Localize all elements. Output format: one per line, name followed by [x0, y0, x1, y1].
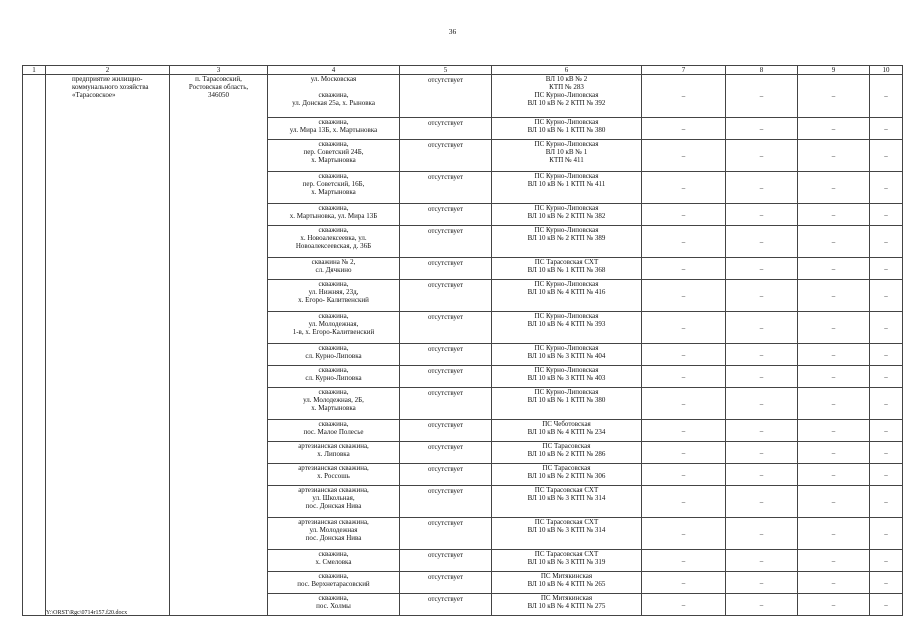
column-8-cell: – — [726, 464, 798, 486]
column-9-cell: – — [798, 140, 870, 172]
column-number: 1 — [23, 66, 46, 75]
column-10-cell: – — [870, 280, 903, 312]
column-9-cell: – — [798, 258, 870, 280]
column-number: 6 — [492, 66, 642, 75]
column-7-cell: – — [642, 572, 726, 594]
column-9-cell: – — [798, 572, 870, 594]
object-cell: скважина, сл. Курно-Липовка — [268, 366, 400, 388]
address-cell: п. Тарасовский, Ростовская область, 346050 — [170, 75, 268, 616]
power-source-cell: ПС Тарасовская СХТ ВЛ 10 кВ № 3 КТП № 314 — [492, 486, 642, 518]
column-10-cell: – — [870, 388, 903, 420]
object-cell: скважина, х. Смеловка — [268, 550, 400, 572]
column-number: 7 — [642, 66, 726, 75]
power-source-cell: ПС Тарасовская СХТ ВЛ 10 кВ № 1 КТП № 368 — [492, 258, 642, 280]
object-cell: скважина, ул. Молодежная, 1-в, х. Егоро-Калитвенский — [268, 312, 400, 344]
object-cell: скважина, пер. Советский 24Б, х. Мартыновка — [268, 140, 400, 172]
power-source-cell: ПС Курно-Липовская ВЛ 10 кВ № 3 КТП № 403 — [492, 366, 642, 388]
column-9-cell: – — [798, 550, 870, 572]
column-7-cell: – — [642, 464, 726, 486]
column-7-cell: – — [642, 204, 726, 226]
column-10-cell: – — [870, 258, 903, 280]
column-7-cell: – — [642, 550, 726, 572]
status-cell: отсутствует — [400, 442, 492, 464]
column-8-cell: – — [726, 518, 798, 550]
object-cell: скважина, пер. Советский, 16Б, х. Мартыновка — [268, 172, 400, 204]
column-7-cell: – — [642, 344, 726, 366]
column-10-cell: – — [870, 486, 903, 518]
column-9-cell: – — [798, 204, 870, 226]
column-10-cell: – — [870, 172, 903, 204]
row-number-cell — [23, 75, 46, 616]
column-10-cell: – — [870, 550, 903, 572]
column-8-cell: – — [726, 344, 798, 366]
column-8-cell: – — [726, 118, 798, 140]
power-source-cell: ПС Курно-Липовская ВЛ 10 кВ № 1 КТП № 380 — [492, 388, 642, 420]
status-cell: отсутствует — [400, 204, 492, 226]
power-source-cell: ПС Тарасовская ВЛ 10 кВ № 2 КТП № 286 — [492, 442, 642, 464]
column-9-cell: – — [798, 594, 870, 616]
column-10-cell: – — [870, 118, 903, 140]
column-8-cell: – — [726, 550, 798, 572]
power-source-cell: ПС Курно-Липовская ВЛ 10 кВ № 4 КТП № 393 — [492, 312, 642, 344]
status-cell: отсутствует — [400, 420, 492, 442]
column-8-cell: – — [726, 594, 798, 616]
column-10-cell: – — [870, 312, 903, 344]
column-8-cell: – — [726, 258, 798, 280]
object-cell: скважина, пос. Верхнетарасовский — [268, 572, 400, 594]
column-7-cell: – — [642, 312, 726, 344]
status-cell: отсутствует — [400, 258, 492, 280]
column-7-cell: – — [642, 258, 726, 280]
status-cell: отсутствует — [400, 172, 492, 204]
power-source-cell: ПС Курно-Липовская ВЛ 10 кВ № 1 КТП № 411 — [492, 140, 642, 172]
column-number: 4 — [268, 66, 400, 75]
table-row — [23, 75, 903, 118]
power-source-cell: ПС Курно-Липовская ВЛ 10 кВ № 1 КТП № 411 — [492, 172, 642, 204]
object-cell: артезианская скважина, ул. Молодежная пос. Донская Нива — [268, 518, 400, 550]
column-10-cell: – — [870, 344, 903, 366]
power-source-cell: ПС Курно-Липовская ВЛ 10 кВ № 4 КТП № 416 — [492, 280, 642, 312]
column-number-row — [23, 66, 903, 75]
column-9-cell: – — [798, 280, 870, 312]
column-10-cell: – — [870, 442, 903, 464]
column-7-cell: – — [642, 226, 726, 258]
power-source-cell: ПС Курно-Липовская ВЛ 10 кВ № 1 КТП № 380 — [492, 118, 642, 140]
power-source-cell: ПС Чеботовская ВЛ 10 кВ № 4 КТП № 234 — [492, 420, 642, 442]
object-cell: артезианская скважина, х. Липовка — [268, 442, 400, 464]
page-number: 36 — [448, 27, 457, 36]
power-source-cell: ПС Тарасовская СХТ ВЛ 10 кВ № 3 КТП № 319 — [492, 550, 642, 572]
column-7-cell: – — [642, 118, 726, 140]
column-number: 5 — [400, 66, 492, 75]
power-source-cell: ВЛ 10 кВ № 2 КТП № 283 ПС Курно-Липовская ВЛ 10 кВ № 2 КТП № 392 — [492, 75, 642, 118]
column-7-cell: – — [642, 442, 726, 464]
column-7-cell: – — [642, 280, 726, 312]
column-8-cell: – — [726, 312, 798, 344]
column-8-cell: – — [726, 280, 798, 312]
power-source-cell: ПС Курно-Липовская ВЛ 10 кВ № 2 КТП № 382 — [492, 204, 642, 226]
object-cell: артезианская скважина, х. Россошь — [268, 464, 400, 486]
column-8-cell: – — [726, 140, 798, 172]
power-source-cell: ПС Тарасовская ВЛ 10 кВ № 2 КТП № 306 — [492, 464, 642, 486]
column-9-cell: – — [798, 344, 870, 366]
power-source-cell: ПС Тарасовская СХТ ВЛ 10 кВ № 3 КТП № 314 — [492, 518, 642, 550]
column-number: 2 — [46, 66, 170, 75]
column-7-cell: – — [642, 140, 726, 172]
column-10-cell: – — [870, 464, 903, 486]
column-8-cell: – — [726, 226, 798, 258]
column-7-cell: – — [642, 172, 726, 204]
object-cell: артезианская скважина, ул. Школьная, пос. Донская Нива — [268, 486, 400, 518]
power-source-cell: ПС Курно-Липовская ВЛ 10 кВ № 2 КТП № 389 — [492, 226, 642, 258]
column-9-cell: – — [798, 420, 870, 442]
column-7-cell: – — [642, 518, 726, 550]
status-cell: отсутствует — [400, 75, 492, 118]
infrastructure-table — [22, 65, 903, 616]
column-number: 10 — [870, 66, 903, 75]
status-cell: отсутствует — [400, 140, 492, 172]
object-cell: скважина, пос. Малое Полесье — [268, 420, 400, 442]
column-8-cell: – — [726, 486, 798, 518]
column-8-cell: – — [726, 366, 798, 388]
column-9-cell: – — [798, 226, 870, 258]
column-10-cell: – — [870, 140, 903, 172]
status-cell: отсутствует — [400, 366, 492, 388]
status-cell: отсутствует — [400, 344, 492, 366]
column-9-cell: – — [798, 388, 870, 420]
power-source-cell: ПС Курно-Липовская ВЛ 10 кВ № 3 КТП № 404 — [492, 344, 642, 366]
status-cell: отсутствует — [400, 594, 492, 616]
column-10-cell: – — [870, 572, 903, 594]
organization-cell: предприятие жилищно- коммунального хозяйства «Тарасовское» — [46, 75, 170, 616]
column-9-cell: – — [798, 518, 870, 550]
column-10-cell: – — [870, 594, 903, 616]
object-cell: ул. Московская скважина, ул. Донская 25а, х. Рыновка — [268, 75, 400, 118]
object-cell: скважина, х. Новоалексеевка, ул. Новоалексеевская, д. 36Б — [268, 226, 400, 258]
column-number: 3 — [170, 66, 268, 75]
footer-file-path: Y:\ORST\Rgc\0714r157.f20.docx — [46, 610, 128, 616]
column-9-cell: – — [798, 75, 870, 118]
column-8-cell: – — [726, 442, 798, 464]
column-10-cell: – — [870, 518, 903, 550]
object-cell: скважина, ул. Мира 13Б, х. Мартыновка — [268, 118, 400, 140]
column-9-cell: – — [798, 312, 870, 344]
status-cell: отсутствует — [400, 226, 492, 258]
column-10-cell: – — [870, 204, 903, 226]
status-cell: отсутствует — [400, 518, 492, 550]
status-cell: отсутствует — [400, 388, 492, 420]
column-8-cell: – — [726, 420, 798, 442]
object-cell: скважина, пос. Холмы — [268, 594, 400, 616]
column-7-cell: – — [642, 388, 726, 420]
status-cell: отсутствует — [400, 280, 492, 312]
column-7-cell: – — [642, 75, 726, 118]
status-cell: отсутствует — [400, 464, 492, 486]
column-8-cell: – — [726, 172, 798, 204]
status-cell: отсутствует — [400, 118, 492, 140]
column-7-cell: – — [642, 486, 726, 518]
column-number: 8 — [726, 66, 798, 75]
column-9-cell: – — [798, 118, 870, 140]
column-9-cell: – — [798, 442, 870, 464]
power-source-cell: ПС Митякинская ВЛ 10 кВ № 4 КТП № 275 — [492, 594, 642, 616]
status-cell: отсутствует — [400, 572, 492, 594]
column-9-cell: – — [798, 172, 870, 204]
column-8-cell: – — [726, 204, 798, 226]
column-10-cell: – — [870, 420, 903, 442]
column-10-cell: – — [870, 366, 903, 388]
column-10-cell: – — [870, 75, 903, 118]
object-cell: скважина, сл. Курно-Липовка — [268, 344, 400, 366]
column-8-cell: – — [726, 572, 798, 594]
column-number: 9 — [798, 66, 870, 75]
status-cell: отсутствует — [400, 486, 492, 518]
column-9-cell: – — [798, 366, 870, 388]
column-9-cell: – — [798, 464, 870, 486]
column-10-cell: – — [870, 226, 903, 258]
status-cell: отсутствует — [400, 312, 492, 344]
object-cell: скважина № 2, сл. Дячкино — [268, 258, 400, 280]
status-cell: отсутствует — [400, 550, 492, 572]
column-7-cell: – — [642, 420, 726, 442]
object-cell: скважина, ул. Молодежная, 2Б, х. Мартыновка — [268, 388, 400, 420]
column-7-cell: – — [642, 594, 726, 616]
object-cell: скважина, ул. Нижняя, 23д, х. Егоро- Калитвенский — [268, 280, 400, 312]
column-8-cell: – — [726, 75, 798, 118]
power-source-cell: ПС Митякинская ВЛ 10 кВ № 4 КТП № 265 — [492, 572, 642, 594]
column-9-cell: – — [798, 486, 870, 518]
object-cell: скважина, х. Мартыновка, ул. Мира 13Б — [268, 204, 400, 226]
column-8-cell: – — [726, 388, 798, 420]
column-7-cell: – — [642, 366, 726, 388]
